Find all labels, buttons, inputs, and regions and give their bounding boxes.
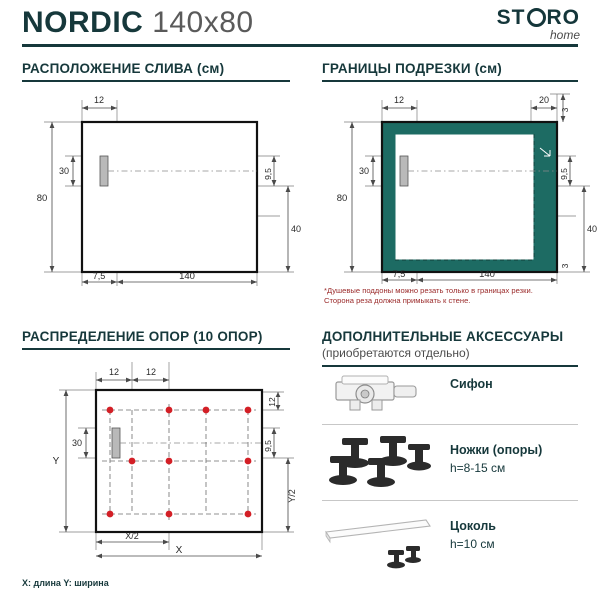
cut-drawing-svg <box>318 86 600 286</box>
accessory-divider-2 <box>322 500 578 501</box>
dim-cut-bottom-140: 140 <box>479 269 495 280</box>
dim-supports-right-95: 9,5 <box>263 440 273 452</box>
dim-cut-inner-30: 30 <box>358 166 370 176</box>
dim-drain-left-80: 80 <box>36 193 48 204</box>
accessory-label-legs: Ножки (опоры) <box>450 443 543 457</box>
logo-subtitle: home <box>549 28 580 42</box>
logo-text-pre: ST <box>496 6 526 29</box>
dim-cut-top-20: 20 <box>538 95 550 105</box>
model-name: NORDIC <box>22 6 144 39</box>
dim-drain-right-95: 9,5 <box>263 168 273 180</box>
dim-cut-left-80: 80 <box>336 193 348 204</box>
dim-cut-top-12: 12 <box>393 95 405 105</box>
section-title-accessories: ДОПОЛНИТЕЛЬНЫЕ АКСЕССУАРЫ <box>322 329 564 344</box>
section-subtitle-accessories: (приобретаются отдельно) <box>322 346 470 360</box>
dim-drain-bottom-140: 140 <box>179 271 195 282</box>
accessory-sub-plinth: h=10 см <box>450 537 495 551</box>
dim-cut-bottom-3: 3 <box>560 263 570 269</box>
dim-cut-right-95: 9,5 <box>559 168 569 180</box>
accessory-item-legs <box>322 430 442 492</box>
supports-legend: X: длина Y: ширина <box>22 578 109 588</box>
accessory-item-plinth <box>322 506 442 572</box>
drain-diagram <box>22 86 302 296</box>
dim-drain-top-12: 12 <box>93 95 105 105</box>
dim-cut-right-40: 40 <box>586 224 598 234</box>
dim-supports-bottom-xhalf: X/2 <box>125 531 139 541</box>
dim-supports-top-12b: 12 <box>145 367 157 377</box>
cut-note-line-2: Сторона реза должна примыкать к стене. <box>324 296 471 306</box>
cut-diagram <box>318 86 600 286</box>
model-size: 140x80 <box>152 6 254 39</box>
dim-supports-top-12a: 12 <box>108 367 120 377</box>
dim-drain-inner-30: 30 <box>58 166 70 176</box>
page-title <box>22 6 254 40</box>
dim-drain-right-40: 40 <box>290 224 302 234</box>
logo-wordmark <box>497 6 580 30</box>
dim-supports-bottom-x: X <box>175 545 183 556</box>
section-divider-cut <box>322 80 578 82</box>
header-divider <box>22 44 578 47</box>
cut-note-line-1: *Душевые поддоны можно резать только в границах резки. <box>324 286 533 295</box>
supports-drawing-svg <box>22 354 302 562</box>
dim-drain-bottom-75: 7,5 <box>92 271 106 281</box>
section-title-drain: РАСПОЛОЖЕНИЕ СЛИВА (см) <box>22 61 225 76</box>
dim-cut-bottom-75: 7,5 <box>392 269 406 279</box>
cut-note <box>324 286 586 307</box>
accessory-divider-1 <box>322 424 578 425</box>
dim-supports-right-yhalf: Y/2 <box>287 489 297 503</box>
brand-logo <box>497 6 580 42</box>
dim-cut-top-3: 3 <box>560 107 570 113</box>
dim-supports-left-y: Y <box>52 456 60 467</box>
drain-drawing-svg <box>22 86 302 296</box>
section-divider-supports <box>22 348 290 350</box>
legs-icon <box>322 430 442 492</box>
section-title-supports: РАСПРЕДЕЛЕНИЕ ОПОР (10 ОПОР) <box>22 329 263 344</box>
accessory-label-siphon: Сифон <box>450 377 493 391</box>
section-divider-drain <box>22 80 290 82</box>
accessory-item-siphon <box>322 372 432 424</box>
accessory-sub-legs: h=8-15 см <box>450 461 506 475</box>
logo-ring-icon <box>527 8 546 27</box>
plinth-icon <box>322 506 442 572</box>
section-title-cut: ГРАНИЦЫ ПОДРЕЗКИ (см) <box>322 61 502 76</box>
siphon-icon <box>322 372 432 424</box>
section-divider-accessories <box>322 365 578 367</box>
accessory-label-plinth: Цоколь <box>450 519 496 533</box>
logo-text-post: RO <box>546 6 580 29</box>
supports-diagram <box>22 354 302 562</box>
page-header <box>0 0 600 46</box>
dim-supports-inner-30: 30 <box>71 438 83 448</box>
dim-supports-right-12: 12 <box>267 397 277 407</box>
